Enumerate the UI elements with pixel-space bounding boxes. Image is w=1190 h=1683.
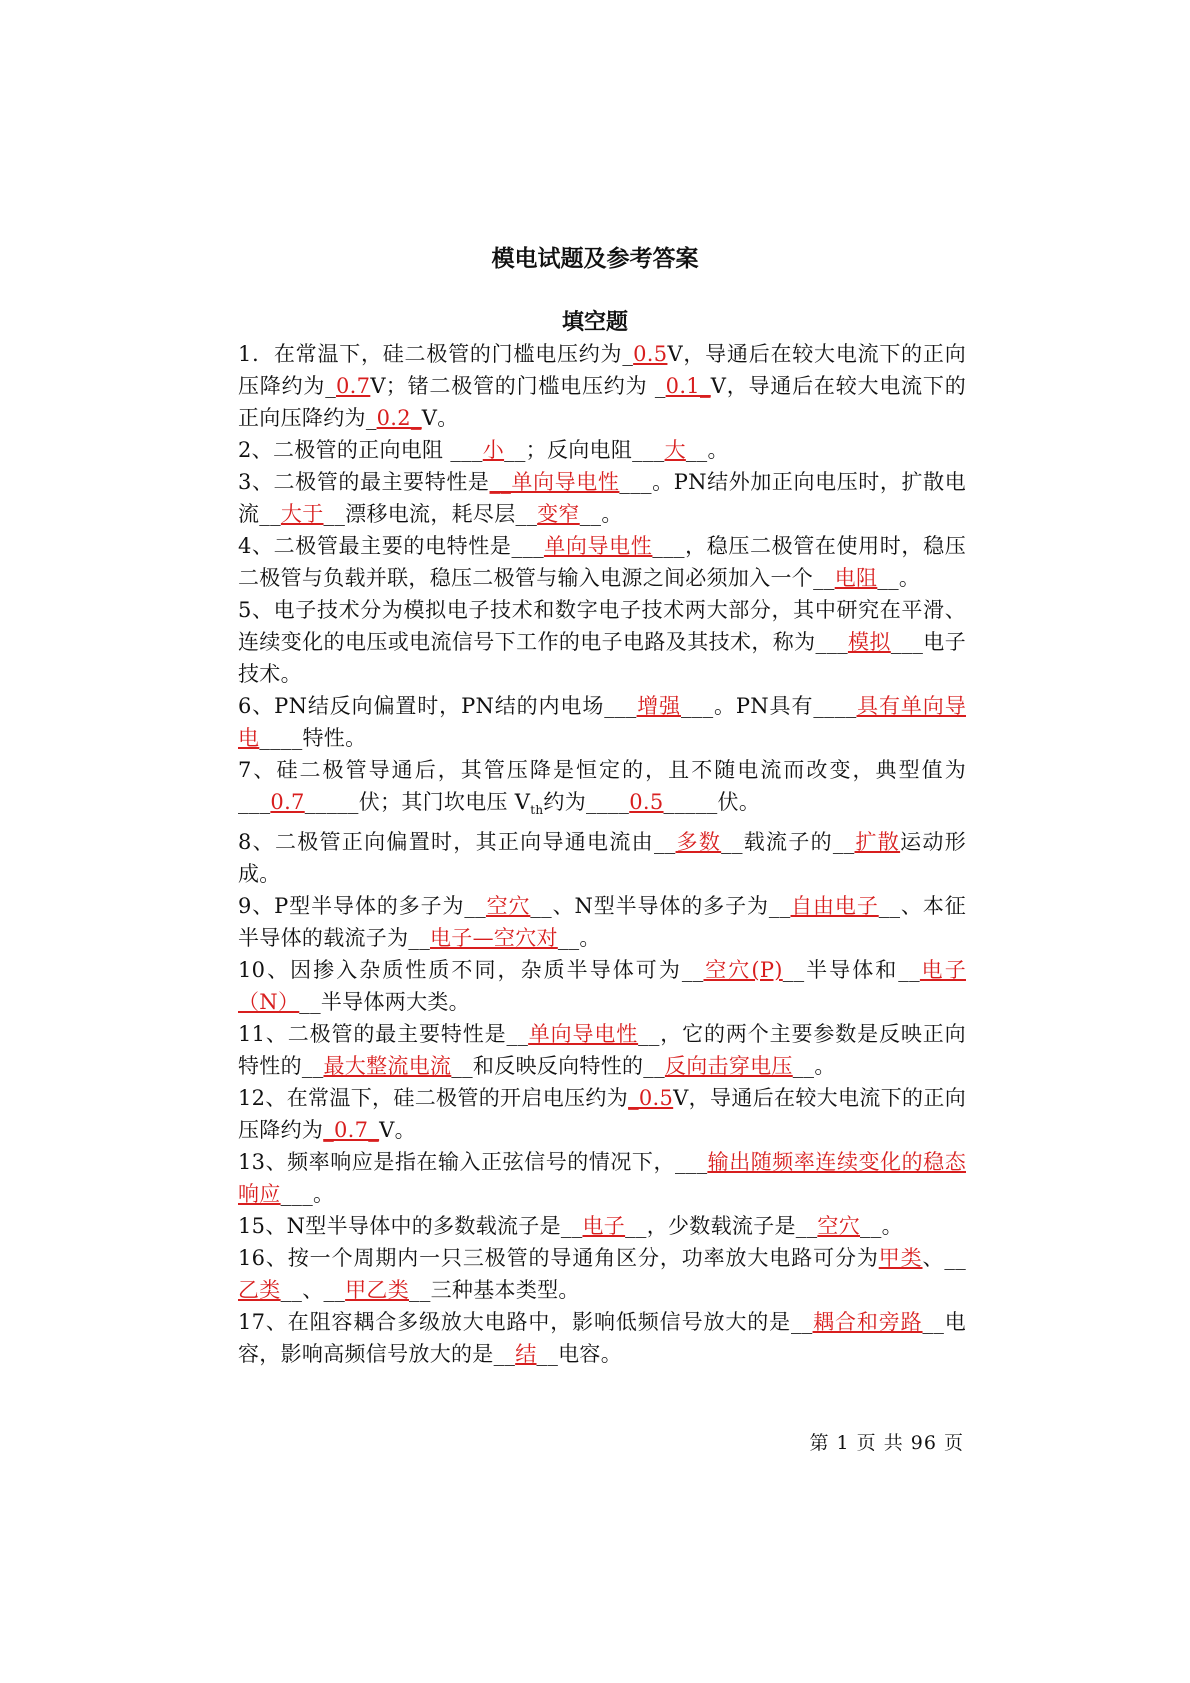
- answer-text: 自由电子: [790, 894, 879, 919]
- footer-suffix: 页: [943, 1432, 964, 1454]
- question-text: ___，稳压二极管在使用时，稳压二极管与负载并联，稳压二极管与输入电源之间必须加入一个__: [238, 534, 966, 590]
- answer-text: 小: [482, 438, 505, 462]
- question-text: __、本征半导体的载流子为__: [238, 894, 967, 951]
- answer-text: 空穴: [485, 894, 531, 919]
- answer-text: 电阻: [834, 566, 878, 590]
- answer-text: 0.5: [629, 790, 664, 814]
- question-item: [238, 890, 966, 954]
- footer-middle: 页 共: [856, 1432, 904, 1454]
- question-text: 12、在常温下，硅二极管的开启电压约为: [238, 1086, 629, 1111]
- answer-text: 大于: [280, 502, 324, 526]
- question-text: __漂移电流，耗尽层__: [323, 502, 538, 526]
- answer-text: 扩散: [854, 830, 901, 855]
- answer-text: __单向导电性: [489, 470, 620, 494]
- question-text: __载流子的__: [721, 830, 855, 855]
- footer-total-pages: 96: [910, 1432, 937, 1454]
- footer-prefix: 第: [809, 1432, 830, 1454]
- answer-text: 电子: [582, 1214, 626, 1239]
- question-text: 16、按一个周期内一只三极管的导通角区分，功率放大电路可分为: [238, 1246, 879, 1271]
- question-text: 3、二极管的最主要特性是: [238, 470, 490, 494]
- question-text: __，少数载流子是__: [625, 1214, 818, 1239]
- question-list: [238, 338, 966, 1370]
- question-text: _____伏。: [663, 790, 761, 814]
- answer-text: 大: [664, 438, 686, 462]
- answer-text: 耦合和旁路: [812, 1310, 923, 1335]
- question-item: [238, 338, 966, 434]
- question-item: [238, 434, 966, 466]
- question-text: ___。PN具有____: [680, 694, 857, 718]
- question-text: __电容。: [536, 1342, 623, 1367]
- question-item: [238, 826, 966, 890]
- question-text: __和反映反向特性的__: [451, 1054, 665, 1079]
- answer-text: 0.5: [633, 342, 668, 366]
- question-text: __。: [685, 438, 729, 462]
- question-text: V，导通后在较大电流下的正向压降约为: [238, 1086, 966, 1143]
- question-text: __，它的两个主要参数是反映正向特性的__: [238, 1022, 966, 1079]
- question-item: [238, 1082, 966, 1146]
- question-text: 13、频率响应是指在输入正弦信号的情况下，___: [238, 1150, 708, 1175]
- answer-text: 模拟: [847, 630, 891, 654]
- answer-text: 最大整流电流: [323, 1054, 452, 1079]
- answer-text: 单向导电性: [528, 1022, 639, 1047]
- answer-text: 输出随频率连续变化的稳态响应: [238, 1150, 966, 1207]
- question-text: 4、二极管最主要的电特性是___: [238, 534, 544, 558]
- question-text: ____特性。: [259, 726, 367, 750]
- answer-text: 空穴(P): [703, 958, 783, 983]
- question-text: __；反向电阻___: [504, 438, 665, 462]
- answer-text: 0.7: [336, 374, 371, 398]
- question-item: [238, 754, 966, 826]
- question-text: __。: [860, 1214, 903, 1239]
- question-item: [238, 530, 966, 594]
- question-text: __。: [877, 566, 921, 590]
- question-text: __。: [792, 1054, 836, 1079]
- question-text: V，导通后在较大电流下的正向压降约为: [238, 342, 966, 398]
- question-text: ___。: [280, 1182, 335, 1207]
- question-text: _: [365, 406, 377, 430]
- answer-text: 结: [515, 1342, 537, 1367]
- question-text: 约为____: [543, 790, 630, 814]
- subscript-text: th: [530, 803, 544, 818]
- question-text: 运动形成。: [238, 830, 966, 887]
- question-text: 15、N型半导体中的多数载流子是__: [238, 1214, 583, 1239]
- question-text: 11、二极管的最主要特性是__: [238, 1022, 529, 1047]
- question-item: [238, 1242, 966, 1306]
- question-text: __三种基本类型。: [409, 1278, 580, 1303]
- question-text: _: [325, 374, 337, 398]
- question-text: 8、二极管正向偏置时，其正向导通电流由__: [238, 830, 676, 855]
- question-text: 1．在常温下，硅二极管的门槛电压约为: [238, 342, 623, 366]
- question-text: 17、在阻容耦合多级放大电路中，影响低频信号放大的是__: [238, 1310, 813, 1335]
- section-heading: 填空题: [561, 310, 628, 335]
- answer-text: 具有单向导电: [238, 694, 966, 750]
- question-text: __半导体和__: [782, 958, 920, 983]
- question-text: V。: [421, 406, 459, 430]
- question-item: [238, 1210, 966, 1242]
- answer-text: 甲类: [878, 1246, 923, 1271]
- answer-text: 0.7: [270, 790, 305, 814]
- question-text: ___电子技术。: [238, 630, 966, 686]
- question-text: 、__: [922, 1246, 967, 1271]
- answer-text: 电子（N）: [238, 958, 966, 1015]
- page-footer: [0, 1428, 964, 1455]
- answer-text: 变窄: [537, 502, 580, 526]
- answer-text: 反向击穿电压: [664, 1054, 793, 1079]
- question-text: __电容，影响高频信号放大的是__: [238, 1310, 967, 1367]
- question-text: __、N型半导体的多子为__: [530, 894, 791, 919]
- answer-text: 乙类: [238, 1278, 281, 1303]
- question-text: _: [622, 342, 634, 366]
- question-item: [238, 594, 966, 690]
- question-item: [238, 1306, 966, 1370]
- question-text: 7、硅二极管导通后，其管压降是恒定的，且不随电流而改变，典型值为___: [238, 758, 966, 814]
- answer-text: 0.1_: [665, 374, 711, 398]
- question-text: 2、二极管的正向电阻 ___: [238, 438, 483, 462]
- question-text: V。: [379, 1118, 416, 1143]
- question-text: 5、电子技术分为模拟电子技术和数字电子技术两大部分，其中研究在平滑、连续变化的电压或电流信号下工作的电子电路及其技术，称为___: [238, 598, 966, 654]
- question-item: [238, 1146, 966, 1210]
- answer-text: _0.7_: [323, 1118, 380, 1143]
- question-item: [238, 954, 966, 1018]
- question-text: 9、P型半导体的多子为__: [238, 894, 486, 919]
- question-text: V，导通后在较大电流下的正向压降约为: [238, 374, 967, 430]
- question-text: 6、PN结反向偏置时，PN结的内电场___: [238, 694, 637, 718]
- answer-text: 单向导电性: [543, 534, 653, 558]
- answer-text: 甲乙类: [345, 1278, 410, 1303]
- question-text: __、__: [280, 1278, 346, 1303]
- answer-text: 空穴: [817, 1214, 861, 1239]
- question-text: __。: [557, 926, 601, 951]
- question-text: _____伏；其门坎电压 V: [304, 790, 531, 814]
- question-item: [238, 466, 966, 530]
- question-item: [238, 1018, 966, 1082]
- question-item: [238, 690, 966, 754]
- question-text: ___。PN结外加正向电压时，扩散电流__: [238, 470, 966, 526]
- question-text: V；锗二极管的门槛电压约为 _: [370, 374, 666, 398]
- question-text: __。: [579, 502, 623, 526]
- answer-text: 增强: [636, 694, 681, 718]
- question-text: __半导体两大类。: [299, 990, 470, 1015]
- answer-text: _0.5: [628, 1086, 674, 1111]
- answer-text: 0.2_: [376, 406, 422, 430]
- footer-page-number: 1: [836, 1432, 850, 1454]
- answer-text: 多数: [675, 830, 722, 855]
- answer-text: 电子—空穴对: [430, 926, 558, 951]
- question-text: 10、因掺入杂质性质不同，杂质半导体可为__: [238, 958, 704, 983]
- document-title: 模电试题及参考答案: [491, 246, 699, 272]
